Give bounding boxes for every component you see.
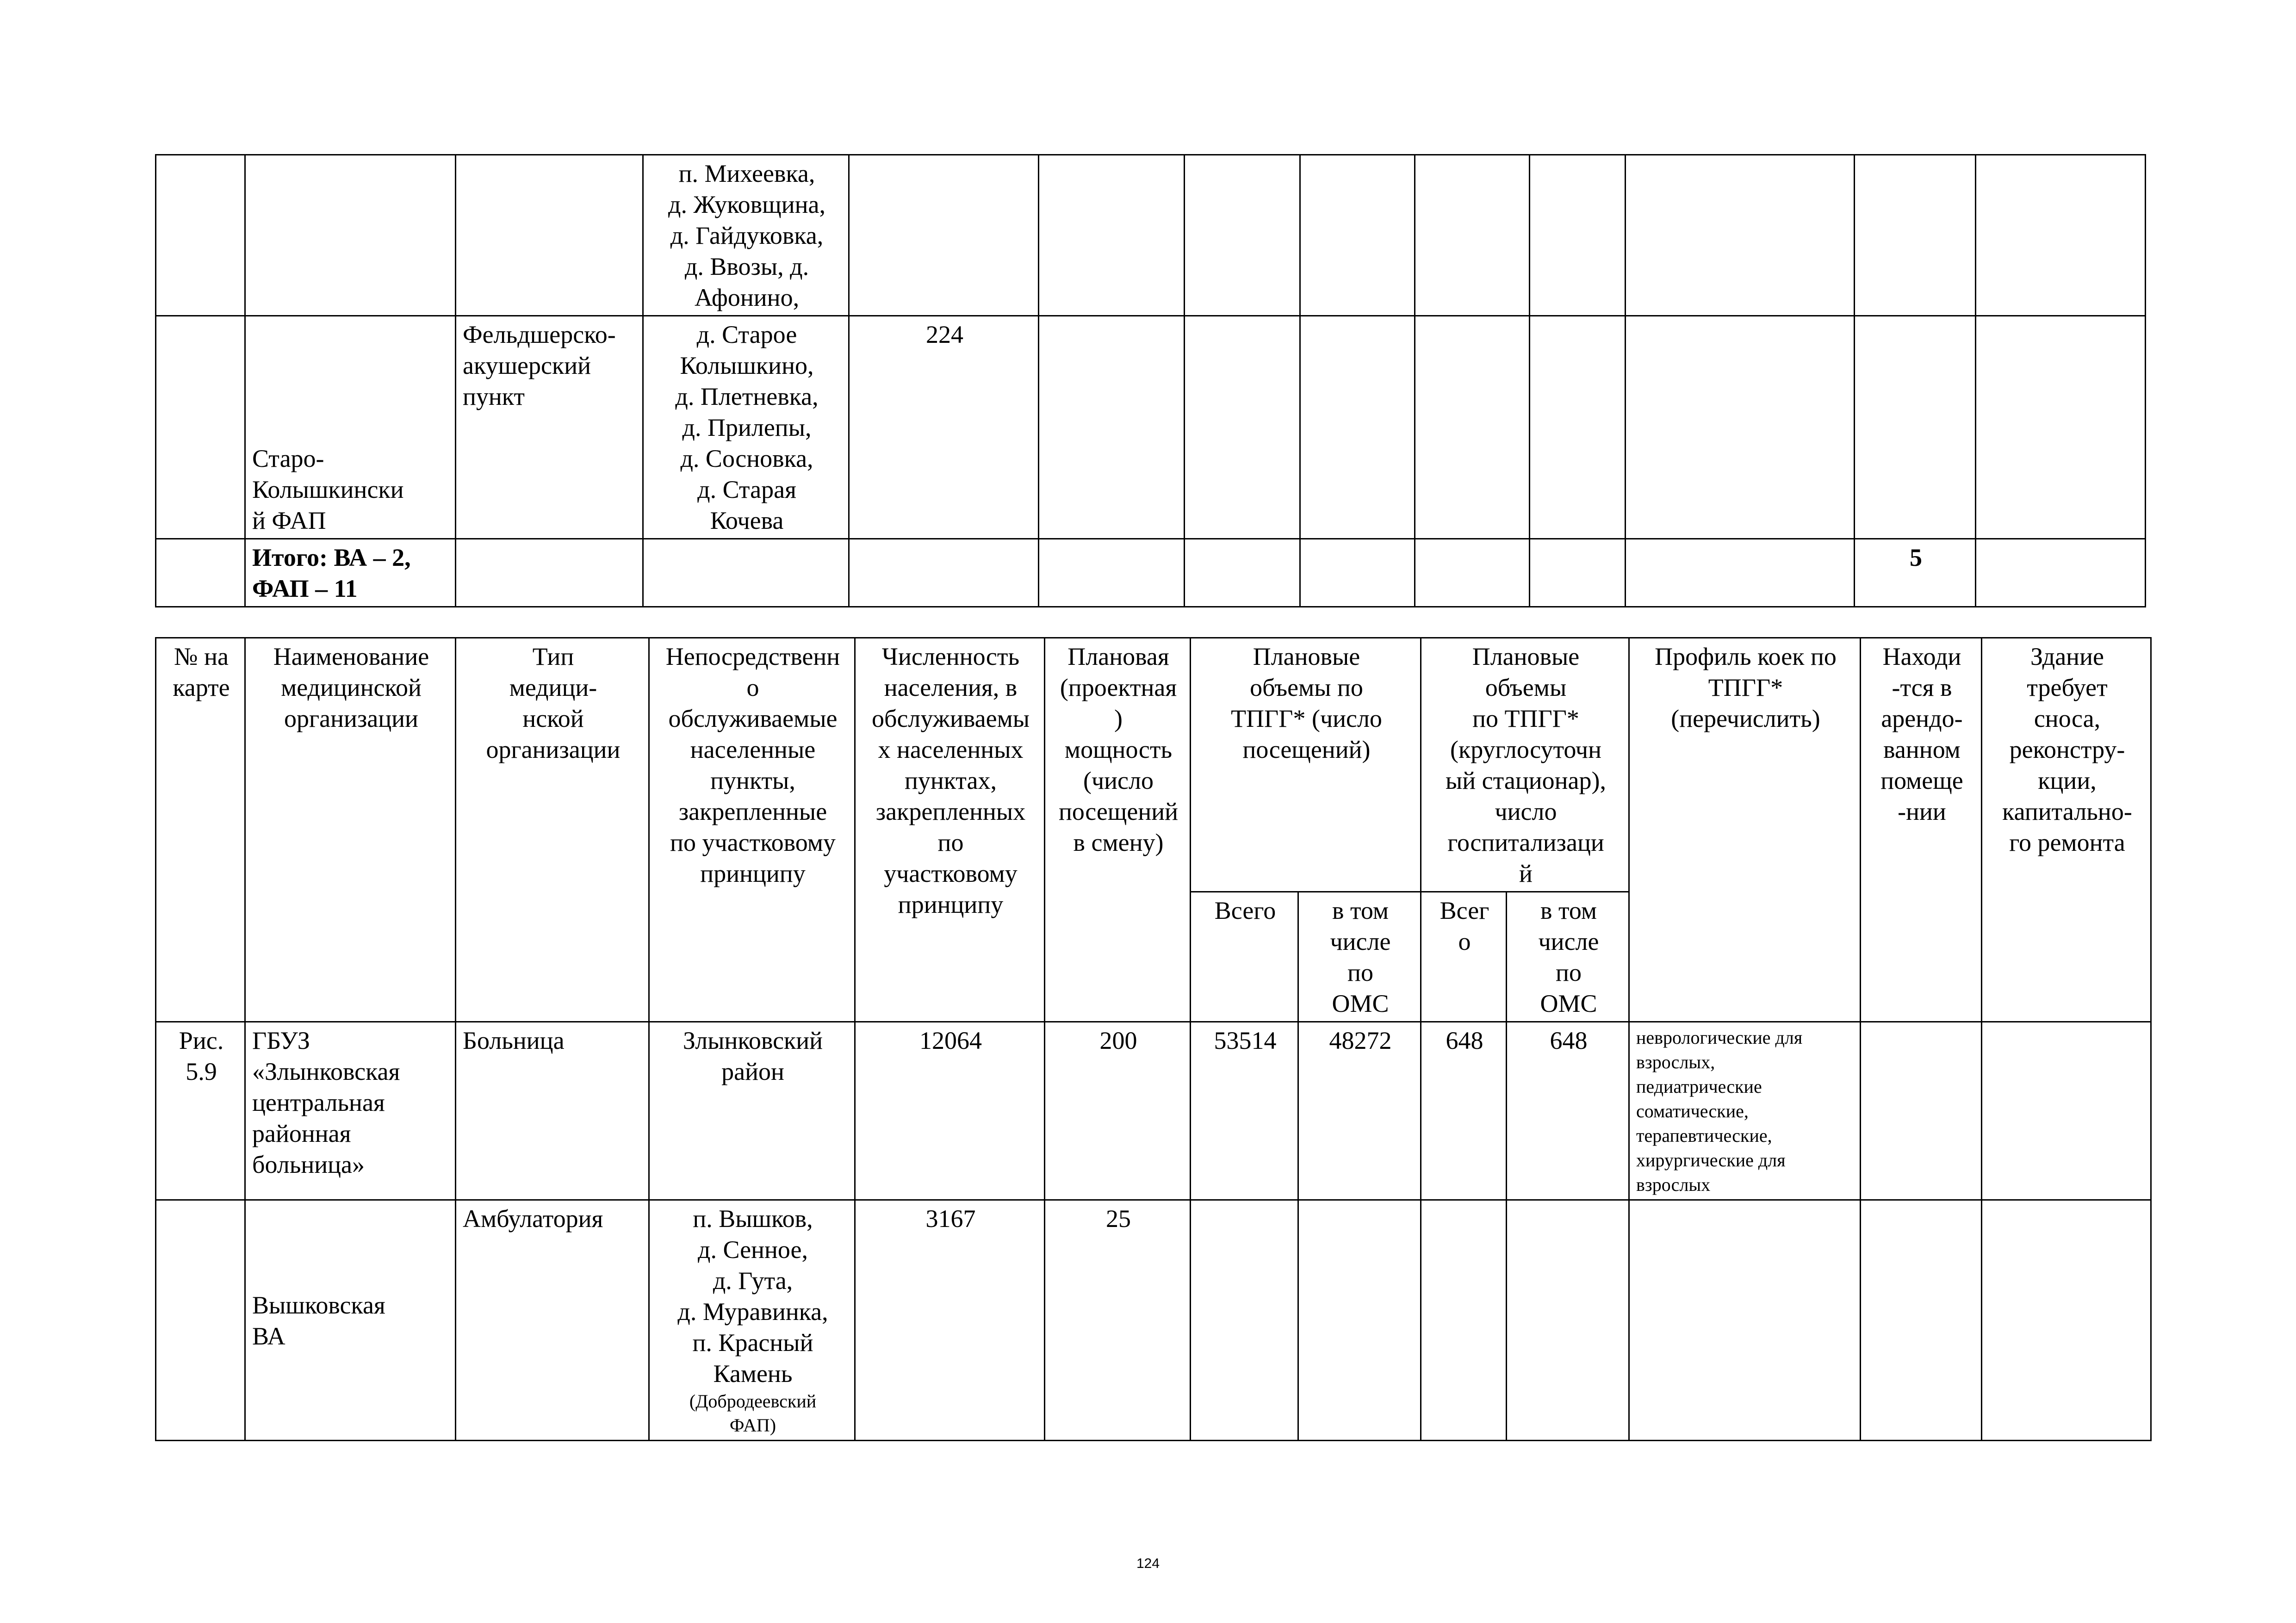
medical-organizations-table xyxy=(155,637,2152,1441)
cell xyxy=(1982,1200,2151,1441)
cell xyxy=(643,539,849,607)
cell xyxy=(849,155,1039,316)
header-visits: Плановые объемы по ТПГГ* (число посещений) xyxy=(1191,638,1421,892)
org-type-cell: Амбулатория xyxy=(456,1200,649,1441)
cell xyxy=(1982,1022,2151,1200)
header-visits-total: Всего xyxy=(1191,892,1298,1022)
cell xyxy=(1039,539,1185,607)
total-rented: 5 xyxy=(1855,539,1976,607)
capacity-cell: 25 xyxy=(1045,1200,1191,1441)
header-hospital-total: Всег о xyxy=(1421,892,1507,1022)
header-visits-oms: в том числе по ОМС xyxy=(1298,892,1421,1022)
cell xyxy=(1300,316,1415,539)
cell xyxy=(1421,1200,1507,1441)
total-label: Итого: ВА – 2, ФАП – 11 xyxy=(245,539,456,607)
cell xyxy=(1507,1200,1629,1441)
population-cell: 3167 xyxy=(855,1200,1045,1441)
cell xyxy=(1976,316,2146,539)
settlements-cell xyxy=(649,1200,855,1441)
cell xyxy=(1185,155,1300,316)
cell xyxy=(1298,1200,1421,1441)
cell xyxy=(1629,1200,1861,1441)
cell xyxy=(1530,539,1626,607)
cell xyxy=(456,155,643,316)
cell xyxy=(1185,316,1300,539)
table-row xyxy=(156,316,2146,539)
cell xyxy=(1855,316,1976,539)
header-building: Здание требует сноса, реконстру- кции, капитально- го ремонта xyxy=(1982,638,2151,1022)
header-row xyxy=(156,638,2151,892)
hospital-oms-cell: 648 xyxy=(1507,1022,1629,1200)
cell xyxy=(1300,155,1415,316)
cell xyxy=(1039,316,1185,539)
cell xyxy=(1626,539,1855,607)
cell xyxy=(1861,1200,1982,1441)
visits-total-cell: 53514 xyxy=(1191,1022,1298,1200)
population-cell: 224 xyxy=(849,316,1039,539)
settlements-cell: п. Михеевка, д. Жуковщина, д. Гайдуковка, д. Ввозы, д. Афонино, xyxy=(643,155,849,316)
settlements-note: (Добродеевский ФАП) xyxy=(689,1391,817,1436)
header-org-type: Тип медици- нской организации xyxy=(456,638,649,1022)
map-no-cell: Рис. 5.9 xyxy=(156,1022,245,1200)
cell xyxy=(1415,316,1530,539)
cell xyxy=(1191,1200,1298,1441)
total-row xyxy=(156,539,2146,607)
header-hospital: Плановые объемы по ТПГГ* (круглосуточн ый стационар), число госпитализаци й xyxy=(1421,638,1629,892)
cell xyxy=(1415,155,1530,316)
cell xyxy=(245,155,456,316)
table-row xyxy=(156,155,2146,316)
cell xyxy=(1861,1022,1982,1200)
org-name-cell: Старо- Колышкински й ФАП xyxy=(245,316,456,539)
cell xyxy=(456,539,643,607)
org-type-cell: Фельдшерско- акушерский пункт xyxy=(456,316,643,539)
header-org-name: Наименование медицинской организации xyxy=(245,638,456,1022)
header-rented: Находи -тся в арендо- ванном помеще -нии xyxy=(1861,638,1982,1022)
population-cell: 12064 xyxy=(855,1022,1045,1200)
cell xyxy=(156,539,245,607)
map-no-cell xyxy=(156,1200,245,1441)
hospital-total-cell: 648 xyxy=(1421,1022,1507,1200)
org-name-cell: Вышковская ВА xyxy=(245,1200,456,1441)
header-hospital-oms: в том числе по ОМС xyxy=(1507,892,1629,1022)
org-type-cell: Больница xyxy=(456,1022,649,1200)
cell xyxy=(1415,539,1530,607)
header-capacity: Плановая (проектная ) мощность (число посещений в смену) xyxy=(1045,638,1191,1022)
cell xyxy=(1626,155,1855,316)
header-settlements: Непосредственн о обслуживаемые населенные пункты, закрепленные по участковому принципу xyxy=(649,638,855,1022)
table-row xyxy=(156,1200,2151,1441)
cell xyxy=(1530,155,1626,316)
cell xyxy=(1185,539,1300,607)
header-map-no: № на карте xyxy=(156,638,245,1022)
beds-profile-cell: неврологические для взрослых, педиатрические соматические, терапевтические, хирургические для взрослых xyxy=(1629,1022,1861,1200)
cell xyxy=(1976,539,2146,607)
continuation-table xyxy=(155,154,2146,607)
org-name-cell: ГБУЗ «Злынковская центральная районная больница» xyxy=(245,1022,456,1200)
cell xyxy=(1300,539,1415,607)
cell xyxy=(1626,316,1855,539)
cell xyxy=(156,316,245,539)
cell xyxy=(1855,155,1976,316)
cell xyxy=(1976,155,2146,316)
header-population: Численность населения, в обслуживаемы х населенных пунктах, закрепленных по участковому принципу xyxy=(855,638,1045,1022)
page-number: 124 xyxy=(1136,1556,1160,1571)
settlements-list: п. Вышков, д. Сенное, д. Гута, д. Муравинка, п. Красный Камень xyxy=(677,1205,828,1388)
header-beds-profile: Профиль коек по ТПГГ* (перечислить) xyxy=(1629,638,1861,1022)
settlements-cell: Злынковский район xyxy=(649,1022,855,1200)
settlements-cell: д. Старое Колышкино, д. Плетневка, д. Прилепы, д. Сосновка, д. Старая Кочева xyxy=(643,316,849,539)
cell xyxy=(1530,316,1626,539)
visits-oms-cell: 48272 xyxy=(1298,1022,1421,1200)
cell xyxy=(1039,155,1185,316)
cell xyxy=(156,155,245,316)
cell xyxy=(849,539,1039,607)
table-row xyxy=(156,1022,2151,1200)
capacity-cell: 200 xyxy=(1045,1022,1191,1200)
